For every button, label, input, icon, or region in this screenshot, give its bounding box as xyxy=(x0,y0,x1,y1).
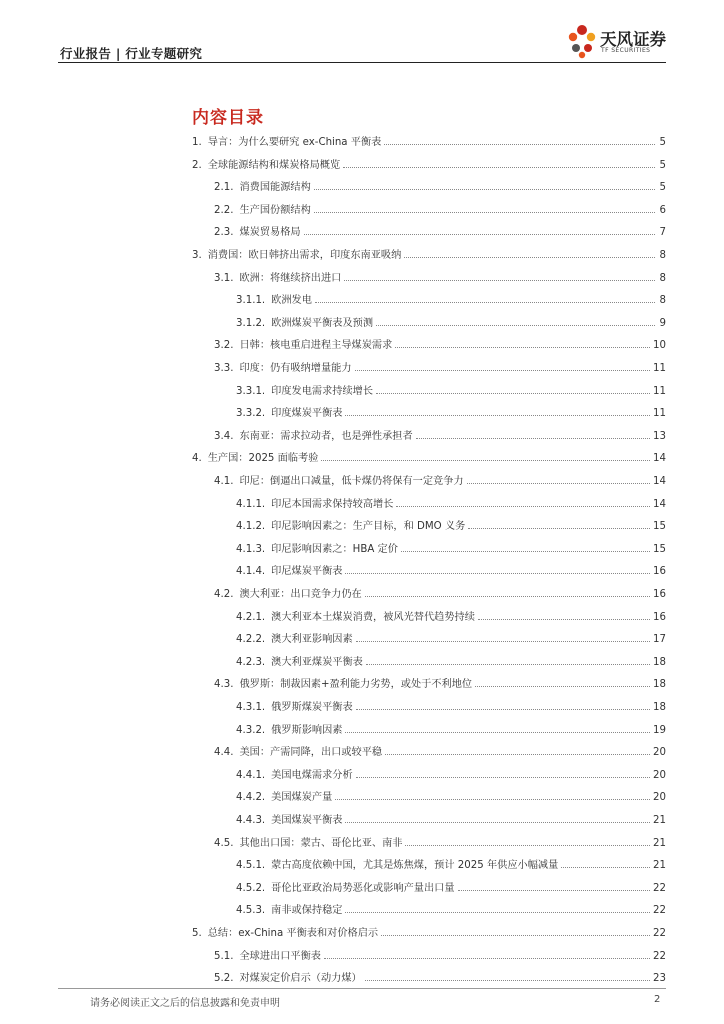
toc-entry-title: 俄罗斯煤炭平衡表 xyxy=(271,702,353,713)
toc-entry-title: 印尼影响因素之：HBA 定价 xyxy=(271,543,398,555)
toc-entry-leader xyxy=(395,347,650,348)
toc-entry[interactable] xyxy=(214,333,666,351)
toc-entry-page: 14 xyxy=(653,476,666,487)
toc-entry-page: 14 xyxy=(653,453,666,465)
toc-entry[interactable] xyxy=(214,356,666,374)
toc-entry-leader xyxy=(401,551,650,552)
toc-entry-number: 4.2.2. xyxy=(236,634,266,646)
toc-entry[interactable] xyxy=(236,537,666,555)
toc-entry-title: 日韩：核电重启进程主导煤炭需求 xyxy=(239,340,393,352)
toc-entry-page: 17 xyxy=(653,634,666,646)
toc-entry-leader xyxy=(561,867,650,868)
toc-entry-leader xyxy=(356,777,650,778)
toc-entry-number: 4.3.2. xyxy=(236,724,266,736)
header-divider xyxy=(58,62,666,63)
toc-entry-leader xyxy=(321,460,650,461)
toc-entry-page: 14 xyxy=(653,498,666,510)
toc-entry-title: 对煤炭定价启示（动力煤） xyxy=(239,973,362,985)
toc-entry[interactable] xyxy=(236,763,666,781)
toc-entry[interactable] xyxy=(236,718,666,736)
toc-entry-page: 6 xyxy=(659,204,666,216)
toc-entry-leader xyxy=(343,167,655,168)
toc-entry-page: 8 xyxy=(659,272,666,284)
toc-entry-page: 20 xyxy=(653,747,666,759)
toc-entry-number: 4. xyxy=(192,453,202,465)
toc-entry-title: 印度发电需求持续增长 xyxy=(271,385,374,397)
toc-entry-page: 19 xyxy=(653,724,666,736)
toc-entry-title: 全球能源结构和煤炭格局概览 xyxy=(207,159,341,171)
toc-entry-number: 4.1.1. xyxy=(236,498,266,510)
toc-entry-leader xyxy=(356,709,650,710)
toc-entry-title: 煤炭贸易格局 xyxy=(239,227,301,239)
toc-entry-title: 澳大利亚影响因素 xyxy=(271,634,353,646)
toc-entry[interactable] xyxy=(214,424,666,442)
toc-entry[interactable] xyxy=(214,175,666,193)
toc-entry-number: 2.3. xyxy=(214,227,234,239)
toc-entry-title: 总结：ex-China 平衡表和对价格启示 xyxy=(207,928,379,939)
toc-entry-page: 22 xyxy=(653,882,666,894)
toc-entry-page: 16 xyxy=(653,566,666,578)
toc-entry-leader xyxy=(381,935,650,936)
toc-entry-title: 印尼煤炭平衡表 xyxy=(271,566,343,578)
toc-entry[interactable] xyxy=(236,853,666,871)
toc-entry-leader xyxy=(384,144,655,145)
toc-entry-number: 4.3. xyxy=(214,679,234,691)
toc-entry[interactable] xyxy=(214,944,666,962)
toc-entry-page: 5 xyxy=(659,137,666,148)
toc-entry[interactable] xyxy=(236,808,666,826)
toc-entry[interactable] xyxy=(236,379,666,397)
toc-entry-page: 11 xyxy=(653,408,666,420)
toc-entry-number: 4.3.1. xyxy=(236,702,266,713)
flower-logo-icon xyxy=(566,22,598,60)
toc-entry-title: 美国煤炭产量 xyxy=(271,792,333,804)
brand-subtitle: TF SECURITIES xyxy=(601,47,651,54)
toc-entry-leader xyxy=(396,506,650,507)
toc-entry-leader xyxy=(345,822,650,823)
toc-entry-leader xyxy=(376,393,650,394)
toc-entry-leader xyxy=(404,257,655,258)
toc-entry-page: 5 xyxy=(659,182,666,194)
toc-entry[interactable] xyxy=(214,469,666,487)
toc-entry-title: 欧洲：将继续挤出进口 xyxy=(239,272,342,284)
toc-entry-page: 7 xyxy=(659,227,666,239)
toc-entry-title: 生产国份额结构 xyxy=(239,204,311,216)
toc-entry[interactable] xyxy=(214,266,666,284)
toc-entry[interactable] xyxy=(214,672,666,690)
toc-entry-leader xyxy=(345,415,650,416)
toc-entry-number: 3.3.1. xyxy=(236,385,266,397)
toc-entry[interactable] xyxy=(236,650,666,668)
toc-entry-number: 5.1. xyxy=(214,950,234,962)
toc-entry-title: 其他出口国：蒙古、哥伦比亚、南非 xyxy=(239,837,403,849)
toc-entry-number: 4.2. xyxy=(214,589,234,600)
toc-entry-leader xyxy=(314,189,655,190)
toc-entry-number: 4.4. xyxy=(214,747,234,759)
toc-entry-number: 5. xyxy=(192,928,202,939)
toc-entry[interactable] xyxy=(214,831,666,849)
toc-entry-title: 印度煤炭平衡表 xyxy=(271,408,343,420)
toc-entry-page: 9 xyxy=(659,317,666,329)
toc-entry[interactable] xyxy=(192,153,666,171)
toc-entry-number: 5.2. xyxy=(214,973,234,985)
toc-entry-page: 11 xyxy=(653,385,666,397)
toc-entry-title: 澳大利亚本土煤炭消费，被风光替代趋势持续 xyxy=(271,611,475,623)
toc-entry-page: 11 xyxy=(653,363,666,374)
toc-entry-number: 4.1.2. xyxy=(236,521,266,533)
toc-entry-number: 3.3.2. xyxy=(236,408,266,420)
toc-entry[interactable] xyxy=(236,288,666,306)
toc-entry-number: 4.2.1. xyxy=(236,611,266,623)
toc-entry-leader xyxy=(304,234,655,235)
toc-entry-page: 22 xyxy=(653,905,666,917)
toc-entry-title: 生产国：2025 面临考验 xyxy=(207,453,319,465)
toc-entry-page: 15 xyxy=(653,521,666,533)
toc-entry-title: 美国：产需同降，出口或较平稳 xyxy=(239,747,383,759)
toc-entry-leader xyxy=(345,732,650,733)
toc-entry-title: 消费国能源结构 xyxy=(239,182,311,194)
toc-entry-number: 3.2. xyxy=(214,340,234,352)
toc-entry-number: 2.1. xyxy=(214,182,234,194)
toc-entry-page: 22 xyxy=(653,950,666,962)
toc-entry[interactable] xyxy=(236,311,666,329)
toc-entry-title: 东南亚：需求拉动者，也是弹性承担者 xyxy=(239,430,413,442)
toc-entry-leader xyxy=(355,370,651,371)
toc-entry[interactable] xyxy=(214,220,666,238)
toc-entry-title: 导言：为什么要研究 ex-China 平衡表 xyxy=(207,137,382,148)
footer-disclaimer: 请务必阅读正文之后的信息披露和免责申明 xyxy=(90,998,280,1009)
toc-entry-page: 21 xyxy=(653,837,666,849)
toc-entry-title: 南非或保持稳定 xyxy=(271,905,343,917)
toc-entry-title: 全球进出口平衡表 xyxy=(239,950,321,962)
toc-entry-leader xyxy=(366,664,650,665)
toc-entry-page: 16 xyxy=(653,589,666,600)
toc-entry-title: 美国煤炭平衡表 xyxy=(271,815,343,826)
toc-entry-page: 10 xyxy=(653,340,666,352)
toc-entry-number: 2.2. xyxy=(214,204,234,216)
toc-entry-number: 4.5.1. xyxy=(236,860,266,872)
toc-entry-title: 哥伦比亚政治局势恶化或影响产量出口量 xyxy=(271,882,455,894)
toc-entry-leader xyxy=(385,754,650,755)
toc-entry[interactable] xyxy=(236,605,666,623)
toc-entry-number: 4.1. xyxy=(214,476,234,487)
toc-entry[interactable] xyxy=(236,559,666,577)
toc-entry-title: 澳大利亚：出口竞争力仍在 xyxy=(239,589,362,600)
toc-entry-page: 18 xyxy=(653,656,666,668)
toc-entry[interactable] xyxy=(236,876,666,894)
toc-entry-number: 4.4.1. xyxy=(236,769,266,781)
toc-entry-leader xyxy=(376,325,655,326)
toc-entry-title: 印尼：倒逼出口减量，低卡煤仍将保有一定竞争力 xyxy=(239,476,464,487)
toc-entry-title: 消费国：欧日韩挤出需求，印度东南亚吸纳 xyxy=(207,250,402,261)
toc-entry-number: 3.1. xyxy=(214,272,234,284)
toc-entry-number: 3. xyxy=(192,250,202,261)
toc-entry[interactable] xyxy=(214,740,666,758)
toc-entry[interactable] xyxy=(236,695,666,713)
toc-entry-title: 美国电煤需求分析 xyxy=(271,769,353,781)
toc-entry[interactable] xyxy=(214,966,666,984)
toc-entry-page: 23 xyxy=(653,973,666,985)
toc-entry-leader xyxy=(365,980,650,981)
toc-entry-leader xyxy=(467,483,650,484)
toc-entry[interactable] xyxy=(236,627,666,645)
toc-entry[interactable] xyxy=(236,492,666,510)
toc-entry-page: 16 xyxy=(653,611,666,623)
toc-entry-leader xyxy=(475,686,650,687)
toc-entry[interactable] xyxy=(236,514,666,532)
toc-entry-leader xyxy=(356,641,650,642)
toc-entry-title: 欧洲发电 xyxy=(271,295,312,307)
toc-entry[interactable] xyxy=(236,898,666,916)
toc-entry-leader xyxy=(478,619,650,620)
toc-entry[interactable] xyxy=(214,198,666,216)
toc-entry-number: 2. xyxy=(192,159,202,171)
toc-entry-leader xyxy=(365,596,650,597)
toc-entry-number: 4.1.4. xyxy=(236,566,266,578)
report-category: 行业报告 | 行业专题研究 xyxy=(60,46,203,61)
toc-entry-leader xyxy=(416,438,650,439)
toc-entry-page: 5 xyxy=(659,159,666,171)
toc-entry-number: 4.5. xyxy=(214,837,234,849)
toc-entry-page: 15 xyxy=(653,543,666,555)
toc-entry-number: 4.4.2. xyxy=(236,792,266,804)
toc-entry[interactable] xyxy=(192,446,666,464)
toc-entry-leader xyxy=(458,890,650,891)
toc-entry-number: 3.3. xyxy=(214,363,234,374)
toc-entry-leader xyxy=(345,573,650,574)
toc-entry-number: 3.4. xyxy=(214,430,234,442)
toc-entry-page: 13 xyxy=(653,430,666,442)
toc-entry-page: 8 xyxy=(659,250,666,261)
toc-entry-leader xyxy=(345,912,650,913)
toc-entry-leader xyxy=(335,799,650,800)
toc-entry-number: 4.1.3. xyxy=(236,543,266,555)
toc-entry-page: 21 xyxy=(653,860,666,872)
toc-entry-page: 8 xyxy=(659,295,666,307)
toc-entry-title: 印尼影响因素之：生产目标，和 DMO 义务 xyxy=(271,521,466,533)
toc-entry[interactable] xyxy=(192,130,666,148)
brand-name: 天风证券 xyxy=(600,30,666,49)
toc-entry-number: 1. xyxy=(192,137,202,148)
toc-entry-title: 欧洲煤炭平衡表及预测 xyxy=(271,317,374,329)
toc-entry-page: 21 xyxy=(653,815,666,826)
toc-entry-page: 20 xyxy=(653,792,666,804)
toc-entry[interactable] xyxy=(192,921,666,939)
toc-entry-page: 18 xyxy=(653,702,666,713)
toc-entry-page: 22 xyxy=(653,928,666,939)
toc-entry-number: 4.4.3. xyxy=(236,815,266,826)
toc-entry-leader xyxy=(344,280,655,281)
toc-entry-title: 印尼本国需求保持较高增长 xyxy=(271,498,394,510)
toc-entry-title: 印度：仍有吸纳增量能力 xyxy=(239,363,352,374)
toc-entry-leader xyxy=(314,212,655,213)
brand-logo xyxy=(566,22,676,62)
toc-entry-leader xyxy=(315,302,655,303)
toc-entry-title: 俄罗斯影响因素 xyxy=(271,724,343,736)
toc-entry-number: 3.1.1. xyxy=(236,295,266,307)
toc-entry-number: 4.5.3. xyxy=(236,905,266,917)
toc-title: 内容目录 xyxy=(192,108,264,128)
toc-entry-page: 18 xyxy=(653,679,666,691)
page-number: 2 xyxy=(654,994,661,1005)
footer-divider xyxy=(58,988,666,989)
toc-entry-title: 蒙古高度依赖中国，尤其是炼焦煤，预计 2025 年供应小幅减量 xyxy=(271,860,559,872)
toc-entry-page: 20 xyxy=(653,769,666,781)
toc-entry-number: 3.1.2. xyxy=(236,317,266,329)
toc-entry-leader xyxy=(405,845,650,846)
toc-entry-title: 俄罗斯：制裁因素+盈利能力劣势，或处于不利地位 xyxy=(239,679,473,691)
toc-entry-number: 4.2.3. xyxy=(236,656,266,668)
toc-entry[interactable] xyxy=(192,243,666,261)
toc-entry[interactable] xyxy=(236,785,666,803)
toc-entry-leader xyxy=(324,958,650,959)
toc-entry[interactable] xyxy=(236,401,666,419)
toc-entry-title: 澳大利亚煤炭平衡表 xyxy=(271,656,363,668)
toc-entry[interactable] xyxy=(214,582,666,600)
toc-entry-leader xyxy=(468,528,650,529)
toc-entry-number: 4.5.2. xyxy=(236,882,266,894)
